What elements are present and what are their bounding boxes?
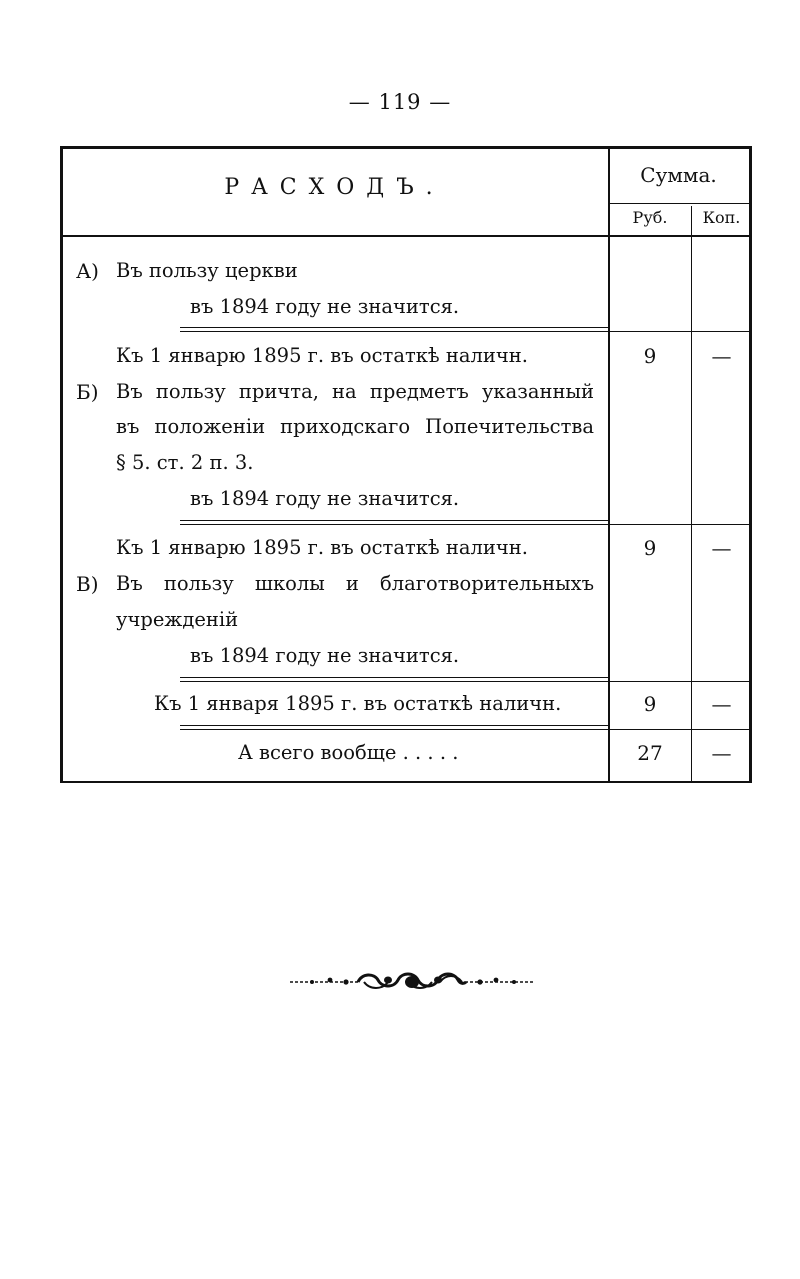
section-b-rule-bottom	[180, 524, 752, 525]
total-rub: 27	[637, 741, 663, 765]
section-a-title: Въ пользу церкви	[116, 259, 298, 282]
section-b-balance: Къ 1 январю 1895 г. въ остаткѣ наличн.	[116, 536, 528, 559]
section-b-line-2: § 5. ст. 2 п. 3.	[116, 451, 254, 474]
section-v-balance: Къ 1 января 1895 г. въ остаткѣ наличн.	[154, 692, 562, 715]
expense-table	[60, 146, 752, 783]
section-a-rub: 9	[643, 344, 657, 368]
rub-kop-divider	[691, 206, 692, 781]
section-v-kop: —	[711, 692, 732, 716]
header-bottom-rule	[60, 235, 752, 237]
section-v-rub: 9	[643, 692, 657, 716]
section-b-letter: Б)	[76, 380, 99, 404]
section-a-rule-top	[180, 327, 608, 328]
table-title: РАСХОДЪ.	[224, 175, 445, 200]
kop-header: Коп.	[702, 208, 741, 227]
section-v-letter: В)	[76, 572, 99, 596]
section-b-kop: —	[711, 536, 732, 560]
table-left-border	[60, 149, 63, 781]
section-b-note: въ 1894 году не значится.	[190, 487, 460, 510]
ornament-divider-icon	[290, 968, 535, 996]
section-a-balance: Къ 1 январю 1895 г. въ остаткѣ наличн.	[116, 344, 528, 367]
section-b-rule-top	[180, 520, 608, 521]
section-v-line-1: учрежденій	[116, 608, 239, 631]
sum-header-rule	[609, 203, 750, 204]
total-label: А всего вообще . . . . .	[238, 741, 459, 764]
section-v-title: Въ пользу школы и благотворительныхъ	[116, 572, 594, 595]
total-kop: —	[711, 741, 732, 765]
sum-column-divider	[608, 149, 610, 781]
section-v-rule-bottom	[180, 681, 752, 682]
section-a-rule-bottom	[180, 331, 752, 332]
page-number: — 119 —	[348, 90, 452, 114]
rub-header: Руб.	[632, 208, 668, 227]
table-right-border	[749, 149, 752, 781]
section-b-rub: 9	[643, 536, 657, 560]
section-v-note: въ 1894 году не значится.	[190, 644, 460, 667]
section-b-title: Въ пользу причта, на предметъ указанный	[116, 380, 594, 403]
section-b-line-1: въ положеніи приходскаго Попечительства	[116, 415, 594, 438]
total-rule-top	[180, 725, 608, 726]
section-a-kop: —	[711, 344, 732, 368]
section-a-letter: А)	[76, 259, 99, 283]
sum-header: Сумма.	[640, 163, 717, 187]
section-a-note: въ 1894 году не значится.	[190, 295, 460, 318]
total-rule-bottom	[180, 729, 752, 730]
section-v-rule-top	[180, 677, 608, 678]
